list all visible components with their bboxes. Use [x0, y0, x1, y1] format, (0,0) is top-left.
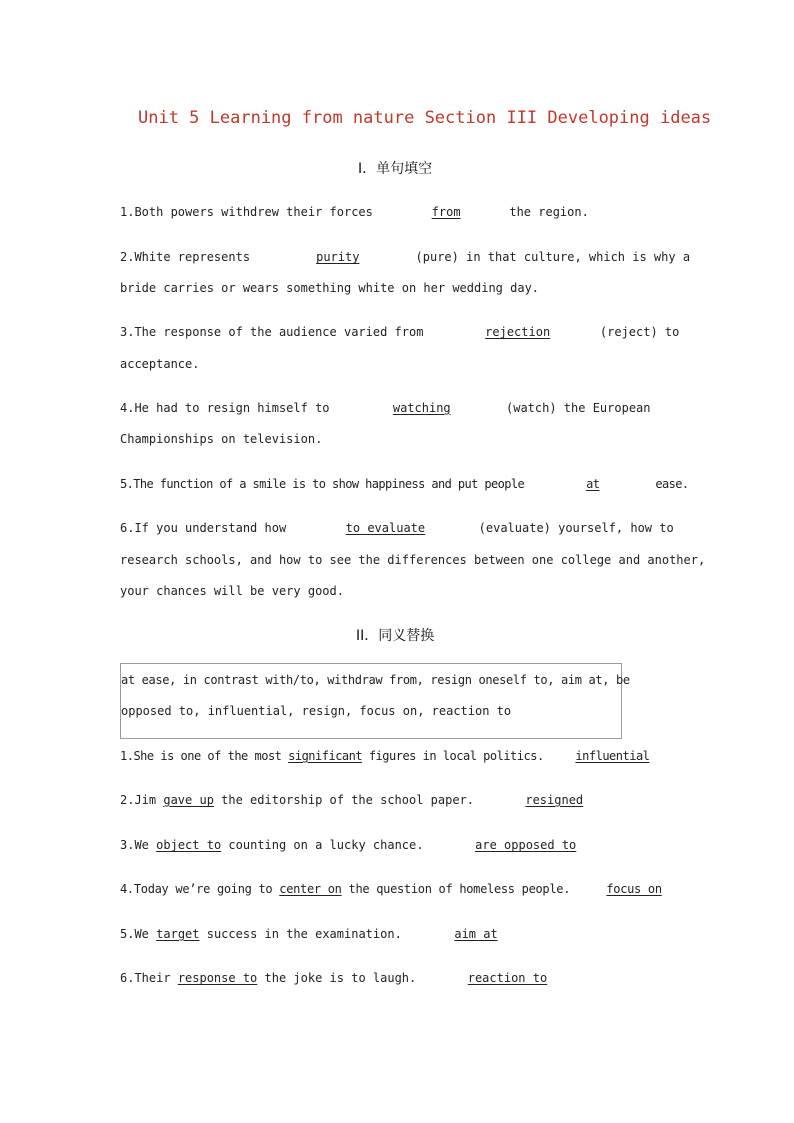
page-title: Unit 5 Learning from nature Section III Developing ideas: [138, 108, 712, 128]
word-bank-line-2: opposed to, influential, resign, focus on, reaction to: [121, 704, 512, 718]
synonym-item-3: [120, 838, 603, 852]
underlined-target: center on: [279, 882, 342, 896]
exercise-1-6-cont: research schools, and how to see the differences between one college and another,: [120, 553, 706, 567]
answer-blank: reaction to: [467, 971, 548, 985]
item-number: 6.: [120, 521, 135, 535]
underlined-target: response to: [177, 971, 258, 985]
item-text-before: If you understand how: [134, 521, 287, 535]
answer-blank: rejection: [485, 325, 551, 339]
underlined-target: target: [156, 927, 200, 941]
item-text-post: the joke is to laugh.: [257, 971, 417, 985]
item-text-pre: We: [134, 927, 157, 941]
item-text-pre: Jim: [134, 793, 164, 807]
item-number: 6.: [120, 971, 135, 985]
item-text-after: the region.: [509, 205, 589, 219]
item-number: 2.: [120, 793, 135, 807]
section-heading-synonym: II．同义替换: [356, 628, 435, 644]
item-number: 4.: [120, 401, 135, 415]
item-text-pre: She is one of the most: [133, 749, 289, 763]
item-text-before: He had to resign himself to: [134, 401, 330, 415]
underlined-target: significant: [288, 749, 363, 763]
item-text-before: The response of the audience varied from: [134, 325, 424, 339]
synonym-item-1: [120, 749, 664, 763]
answer-blank: resigned: [525, 793, 584, 807]
exercise-1-3: [120, 325, 679, 339]
item-text-before: The function of a smile is to show happiness and put people: [133, 477, 525, 491]
answer-blank: influential: [575, 749, 650, 763]
exercise-1-4: [120, 401, 651, 415]
answer-blank: watching: [392, 401, 451, 415]
exercise-1-6-cont2: your chances will be very good.: [120, 584, 344, 598]
exercise-1-3-cont: acceptance.: [120, 357, 200, 371]
underlined-target: gave up: [163, 793, 214, 807]
item-number: 5.: [120, 927, 135, 941]
exercise-1-1: [120, 205, 589, 219]
answer-blank: to evaluate: [345, 521, 426, 535]
item-text-after: (reject) to: [599, 325, 680, 339]
item-number: 5.: [120, 477, 134, 491]
item-text-after: (pure) in that culture, which is why a: [415, 250, 691, 264]
item-text-post: the question of homeless people.: [341, 882, 571, 896]
item-number: 2.: [120, 250, 135, 264]
underlined-target: object to: [156, 838, 222, 852]
answer-blank: purity: [316, 250, 360, 264]
answer-blank: from: [431, 205, 461, 219]
item-text-pre: We: [134, 838, 157, 852]
answer-blank: aim at: [454, 927, 498, 941]
exercise-1-5: [120, 477, 688, 491]
item-text-post: counting on a lucky chance.: [221, 838, 424, 852]
exercise-1-4-cont: Championships on television.: [120, 432, 323, 446]
section-heading-fill-blank: I．单句填空: [358, 161, 433, 177]
answer-blank: are opposed to: [475, 838, 577, 852]
synonym-item-5: [120, 927, 525, 941]
answer-blank: at: [586, 477, 600, 491]
item-text-after: ease.: [655, 477, 689, 491]
word-bank-line-1: at ease, in contrast with/to, withdraw from, resign oneself to, aim at, be: [121, 673, 630, 687]
item-number: 1.: [120, 749, 134, 763]
synonym-item-4: [120, 882, 675, 896]
item-number: 4.: [120, 882, 134, 896]
exercise-1-2: [120, 250, 690, 264]
item-text-before: White represents: [134, 250, 251, 264]
item-text-before: Both powers withdrew their forces: [134, 205, 373, 219]
item-text-pre: Today we’re going to: [133, 882, 280, 896]
item-number: 1.: [120, 205, 135, 219]
item-text-pre: Their: [134, 971, 178, 985]
item-text-post: figures in local politics.: [362, 749, 544, 763]
item-number: 3.: [120, 325, 135, 339]
exercise-1-6: [120, 521, 674, 535]
item-text-post: success in the examination.: [199, 927, 402, 941]
synonym-item-2: [120, 793, 609, 807]
synonym-item-6: [120, 971, 573, 985]
item-text-after: (watch) the European: [506, 401, 651, 415]
item-text-post: the editorship of the school paper.: [213, 793, 475, 807]
answer-blank: focus on: [606, 882, 662, 896]
exercise-1-2-cont: bride carries or wears something white on her wedding day.: [120, 281, 540, 295]
item-text-after: (evaluate) yourself, how to: [478, 521, 674, 535]
item-number: 3.: [120, 838, 135, 852]
